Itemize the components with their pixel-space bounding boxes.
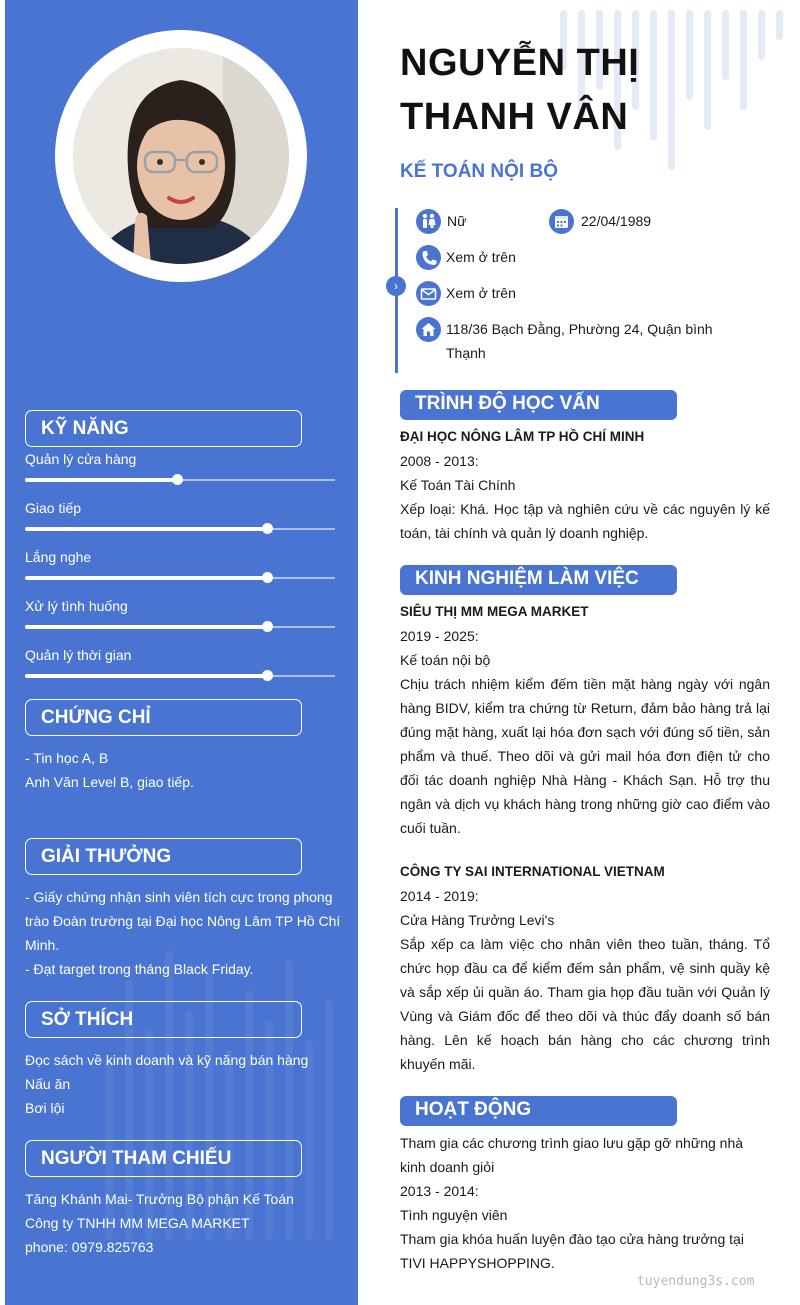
education-heading: TRÌNH ĐỘ HỌC VẤN [400,390,677,420]
skill-level-handle [262,670,273,681]
activity-intro: Tham gia các chương trình giao lưu gặp gỡ những nhà kinh doanh giỏi [400,1135,744,1175]
activities-block [400,1131,770,1275]
skill-level-handle [262,572,273,583]
skill-item [25,647,335,687]
skill-track [25,577,335,579]
skill-label: Lắng nghe [25,549,92,565]
candidate-name [400,36,639,144]
certificate-line: Anh Văn Level B, giao tiếp. [25,774,194,790]
reference-line: phone: 0979.825763 [25,1239,154,1255]
skill-label: Quản lý thời gian [25,647,132,663]
email-value: Xem ở trên [446,285,516,301]
name-line: NGUYỄN THỊ [400,42,640,84]
activity-period: 2013 - 2014: [400,1183,479,1199]
skill-item [25,500,335,540]
skill-track [25,528,335,530]
references-text [25,1187,345,1259]
birthdate-value: 22/04/1989 [581,213,652,229]
skill-item [25,549,335,589]
certificate-line: - Tin học A, B [25,750,109,766]
job-title: KẾ TOÁN NỘI BỘ [400,161,558,182]
address-line: 118/36 Bạch Đằng, Phường 24, Quận bình [446,321,713,337]
skill-level-fill [25,527,267,531]
skill-item [25,598,335,638]
chevron-right-icon: › [386,276,406,296]
references-heading: NGƯỜI THAM CHIẾU [25,1140,302,1177]
company-name: SIÊU THỊ MM MEGA MARKET [400,604,589,619]
email-icon [416,281,441,306]
skill-label: Xử lý tình huống [25,598,128,614]
activity-role: Tình nguyện viên [400,1207,508,1223]
hobby-line: Bơi lội [25,1100,65,1116]
home-icon [416,317,441,342]
reference-line: Tăng Khánh Mai- Trưởng Bộ phận Kế Toán [25,1191,294,1207]
job-period: 2014 - 2019: [400,888,479,904]
award-line: - Đạt target trong tháng Black Friday. [25,961,254,977]
job-description: Chịu trách nhiệm kiểm đếm tiền mặt hàng ngày với ngân hàng BIDV, kiểm tra chứng từ Return, đảm bảo hàng trả lại đúng mặt hàng, xuất lại hóa đơn sạch với đúng số tiền, sản phẩm và thuế. Theo dõi và gửi mail hóa đơn điện tử cho đối tác doanh nghiệp Nhà Hàng - Khách Sạn. Hỗ trợ thu ngân và dịch vụ khách hàng trong những giờ cao điểm vào cuối tuần. [400,676,770,836]
hobby-line: Đọc sách về kinh doanh và kỹ năng bán hàng [25,1052,309,1068]
education-block [400,425,770,545]
activities-heading: HOẠT ĐỘNG [400,1096,677,1126]
education-detail: Xếp loại: Khá. Học tập và nghiên cứu về các nguyên lý kế toán, tài chính và quản lý doanh nghiệp. [400,501,770,541]
skill-level-fill [25,576,267,580]
job-position: Kế toán nội bộ [400,652,491,668]
skill-level-fill [25,674,267,678]
gender-value: Nữ [447,213,467,229]
skills-heading: KỸ NĂNG [25,410,302,447]
gender-icon [416,209,441,234]
awards-heading: GIẢI THƯỞNG [25,838,302,875]
award-line: - Giấy chứng nhận sinh viên tích cực trong phong [25,889,333,905]
job-position: Cửa Hàng Trưởng Levi's [400,912,555,928]
address-line: Thạnh [446,345,486,361]
skill-item [25,451,335,491]
job-description: Sắp xếp ca làm việc cho nhân viên theo tuần, tháng. Tổ chức họp đầu ca để kiểm đếm sản phẩm, vệ sinh quầy kệ và sắp xếp ủi quần áo. Tham gia họp đầu tuần với Quản lý Vùng và Giám đốc để theo dõi và thúc đẩy doanh số bán hàng. Lên kế hoạch bán hàng cho các chương trình khuyến mãi. [400,936,770,1072]
experience-heading: KINH NGHIỆM LÀM VIỆC [400,565,677,595]
address-value [446,317,766,365]
experience-job-1 [400,600,770,840]
skill-level-handle [172,474,183,485]
skill-track [25,626,335,628]
phone-icon [416,245,441,270]
job-period: 2019 - 2025: [400,628,479,644]
avatar-frame [55,30,307,282]
skill-label: Quản lý cửa hàng [25,451,137,467]
hobbies-text [25,1048,345,1120]
award-line: Minh. [25,937,60,953]
certificates-text [25,746,345,794]
award-line: trào Đoàn trường tại Đại học Nông Lâm TP Hồ Chí [25,913,341,929]
education-period: 2008 - 2013: [400,453,479,469]
name-line: THANH VÂN [400,96,629,138]
skill-level-handle [262,621,273,632]
skill-level-fill [25,625,267,629]
watermark: tuyendung3s.com [637,1274,755,1289]
activity-detail: Tham gia khóa huấn luyện đào tạo cửa hàng trưởng tại TIVI HAPPYSHOPPING. [400,1231,744,1271]
phone-value: Xem ở trên [446,249,516,265]
hobby-line: Nấu ăn [25,1076,71,1092]
skill-track [25,675,335,677]
skill-level-handle [262,523,273,534]
skill-track [25,479,335,481]
reference-line: Công ty TNHH MM MEGA MARKET [25,1215,250,1231]
sidebar [5,0,358,1305]
school-name: ĐẠI HỌC NÔNG LÂM TP HỒ CHÍ MINH [400,429,645,444]
hobbies-heading: SỞ THÍCH [25,1001,302,1038]
skill-level-fill [25,478,177,482]
avatar-portrait [73,48,289,264]
avatar [73,48,289,264]
calendar-icon [549,209,574,234]
skill-label: Giao tiếp [25,500,82,516]
company-name: CÔNG TY SAI INTERNATIONAL VIETNAM [400,864,665,879]
education-major: Kế Toán Tài Chính [400,477,516,493]
certificates-heading: CHỨNG CHỈ [25,699,302,736]
awards-text [25,885,345,981]
experience-job-2 [400,860,770,1076]
